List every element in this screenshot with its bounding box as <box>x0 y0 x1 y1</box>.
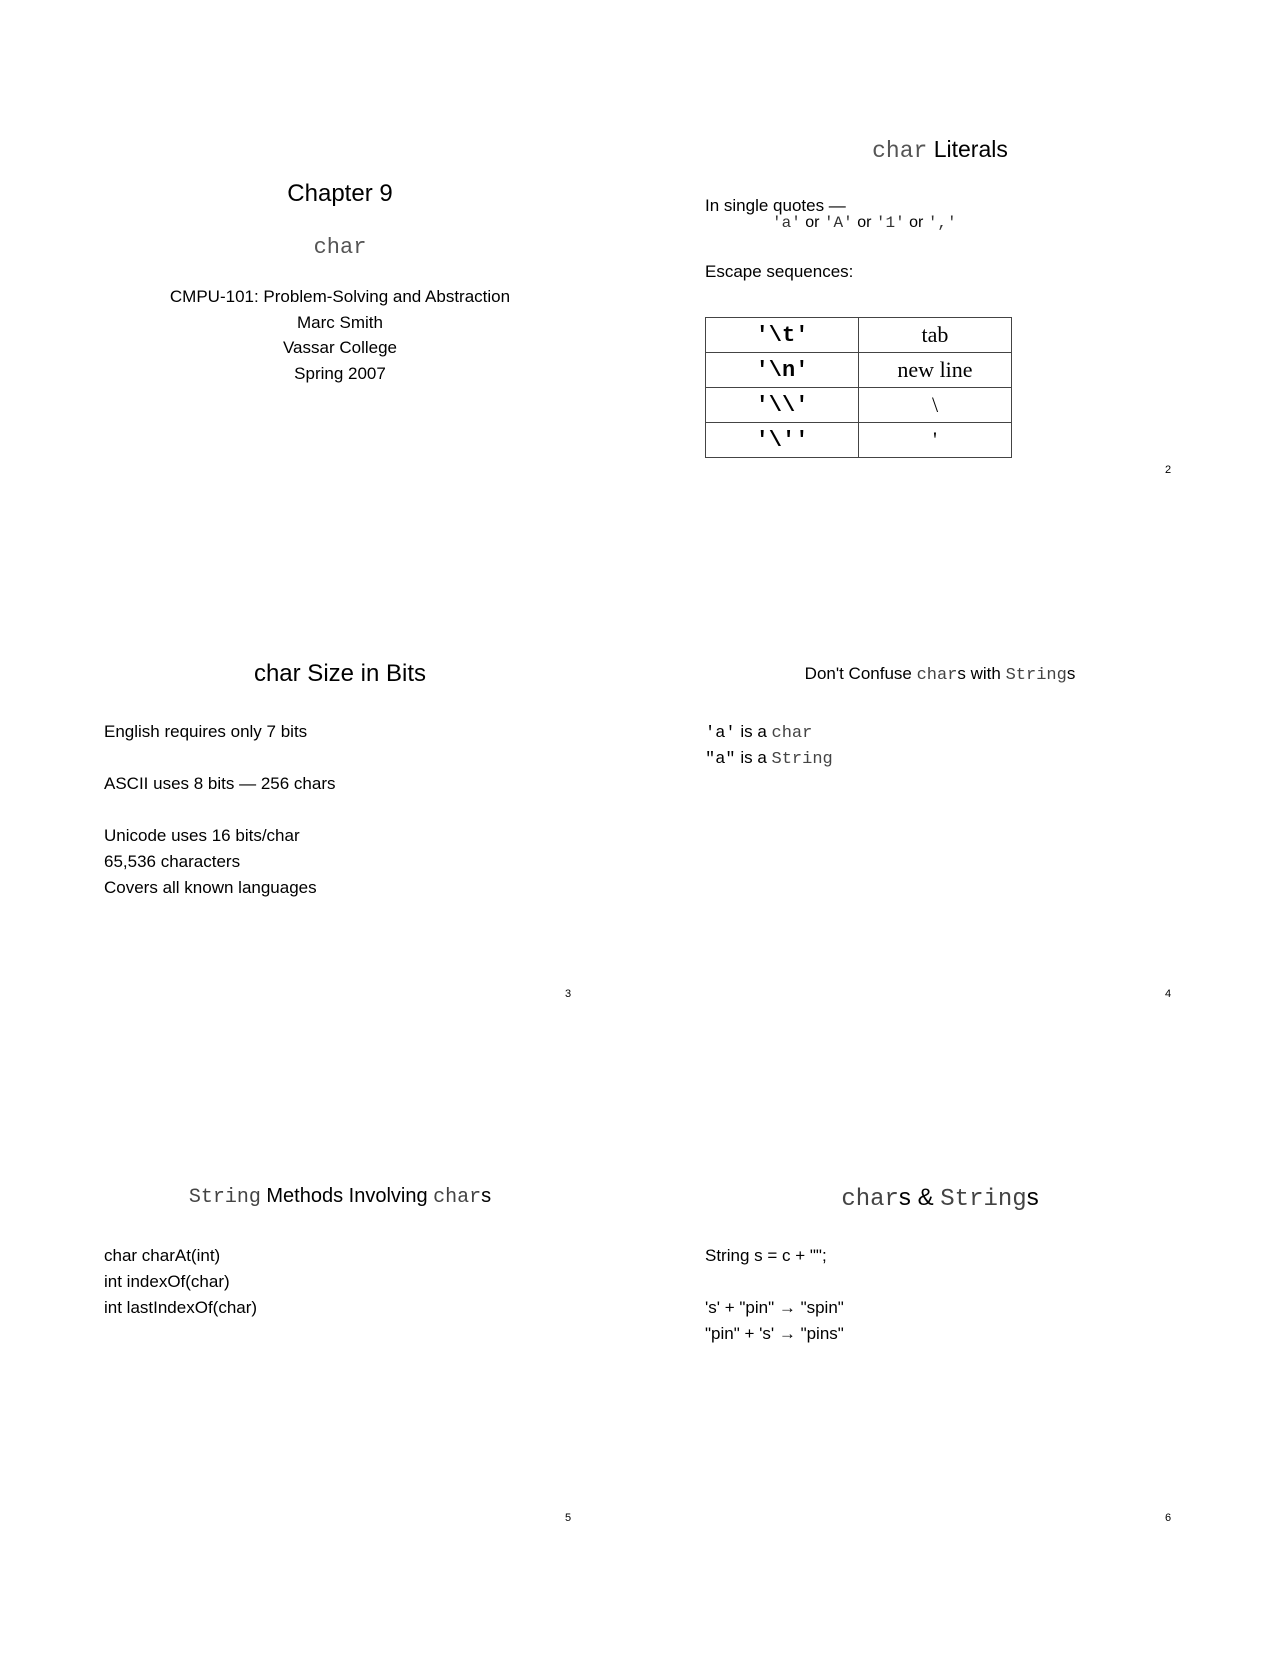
content-line <box>104 745 336 771</box>
escape-code: '\t' <box>706 318 859 353</box>
page-number: 3 <box>565 988 572 1000</box>
page-number: 6 <box>1165 1512 1172 1524</box>
content-line: String s = c + ""; <box>705 1246 827 1265</box>
example-separator: or <box>800 214 824 231</box>
content-lines <box>104 1243 257 1321</box>
page-number: 4 <box>1165 988 1172 1000</box>
slide-4 <box>640 524 1240 1004</box>
content-line: Unicode uses 16 bits/char <box>104 826 300 845</box>
content-line: English requires only 7 bits <box>104 722 308 741</box>
title-text: Literals <box>927 136 1008 162</box>
content-line: int lastIndexOf(char) <box>104 1298 258 1317</box>
content-lines <box>104 719 336 901</box>
course-name: CMPU-101: Problem-Solving and Abstraction <box>169 287 511 306</box>
example-separator: or <box>852 214 876 231</box>
content-line <box>705 1269 844 1295</box>
char-example-code: ',' <box>927 214 957 232</box>
title-code-char: char <box>841 1186 899 1213</box>
escape-code: '\'' <box>706 423 859 458</box>
title-code: char <box>872 138 928 164</box>
escape-table <box>705 317 1012 458</box>
char-example-code: 'a' <box>772 214 801 232</box>
escape-row <box>706 353 1012 388</box>
char-line <box>705 719 812 747</box>
string-literal: "a" <box>705 750 736 769</box>
escape-meaning: tab <box>859 318 1012 353</box>
title-code-string: String <box>940 1186 1027 1213</box>
chapter-subtitle: char <box>313 235 367 260</box>
title-mid: Methods Involving <box>260 1185 434 1207</box>
content-line: 's' + "pin" → "spin" <box>705 1298 844 1317</box>
slide-6 <box>640 1048 1240 1528</box>
char-literal: 'a' <box>705 724 736 743</box>
title-mid: s with <box>957 664 1006 683</box>
slide-3 <box>40 524 640 1004</box>
content-line: ASCII uses 8 bits — 256 chars <box>104 774 336 793</box>
char-example-code: 'A' <box>823 214 853 232</box>
escape-meaning: \ <box>859 388 1012 423</box>
title-credits <box>40 284 640 386</box>
escape-meaning: ' <box>859 423 1012 458</box>
title-suffix: s <box>1066 664 1076 683</box>
string-line <box>705 745 833 773</box>
is-a-text: is a <box>735 748 772 767</box>
title-prefix: Don't Confuse <box>804 664 917 683</box>
escape-row <box>706 388 1012 423</box>
escape-row <box>706 423 1012 458</box>
term-name: Spring 2007 <box>294 363 386 383</box>
title-mid: s & <box>898 1184 941 1211</box>
page-number: 2 <box>1165 464 1172 476</box>
title-code-string: String <box>188 1186 261 1209</box>
content-line: "pin" + 's' → "pins" <box>705 1324 844 1343</box>
author-name: Marc Smith <box>297 312 383 332</box>
content-line: Covers all known languages <box>104 878 317 897</box>
slide-5 <box>40 1048 640 1528</box>
char-examples <box>772 214 957 232</box>
slide-title <box>640 136 1240 164</box>
chapter-title: Chapter 9 <box>287 180 393 207</box>
escape-code: '\n' <box>706 353 859 388</box>
slide-title: char Size in Bits <box>253 660 427 687</box>
slide-title <box>640 664 1240 685</box>
escape-meaning: new line <box>859 353 1012 388</box>
slide-title <box>40 1185 640 1209</box>
title-code-string: String <box>1005 666 1067 685</box>
escape-code: '\\' <box>706 388 859 423</box>
escape-row <box>706 318 1012 353</box>
is-a-text: is a <box>735 722 772 741</box>
school-name: Vassar College <box>282 338 398 357</box>
content-line: char charAt(int) <box>104 1246 221 1265</box>
content-line: 65,536 characters <box>104 852 241 871</box>
title-code-char: char <box>916 666 958 685</box>
intro-text: In single quotes — <box>705 196 846 215</box>
content-line: int indexOf(char) <box>104 1272 230 1291</box>
slide-title <box>640 1184 1240 1213</box>
string-type: String <box>771 750 833 769</box>
title-code-char: char <box>433 1186 482 1209</box>
escape-label: Escape sequences: <box>705 262 854 281</box>
page-number: 5 <box>565 1512 572 1524</box>
title-suffix: s <box>481 1185 492 1207</box>
content-line <box>104 797 336 823</box>
example-separator: or <box>904 214 928 231</box>
slide-1 <box>40 0 640 480</box>
title-suffix: s <box>1026 1184 1039 1211</box>
content-lines <box>705 1243 844 1347</box>
char-type: char <box>771 724 813 743</box>
slide-2 <box>640 0 1240 480</box>
char-example-code: '1' <box>875 214 905 232</box>
